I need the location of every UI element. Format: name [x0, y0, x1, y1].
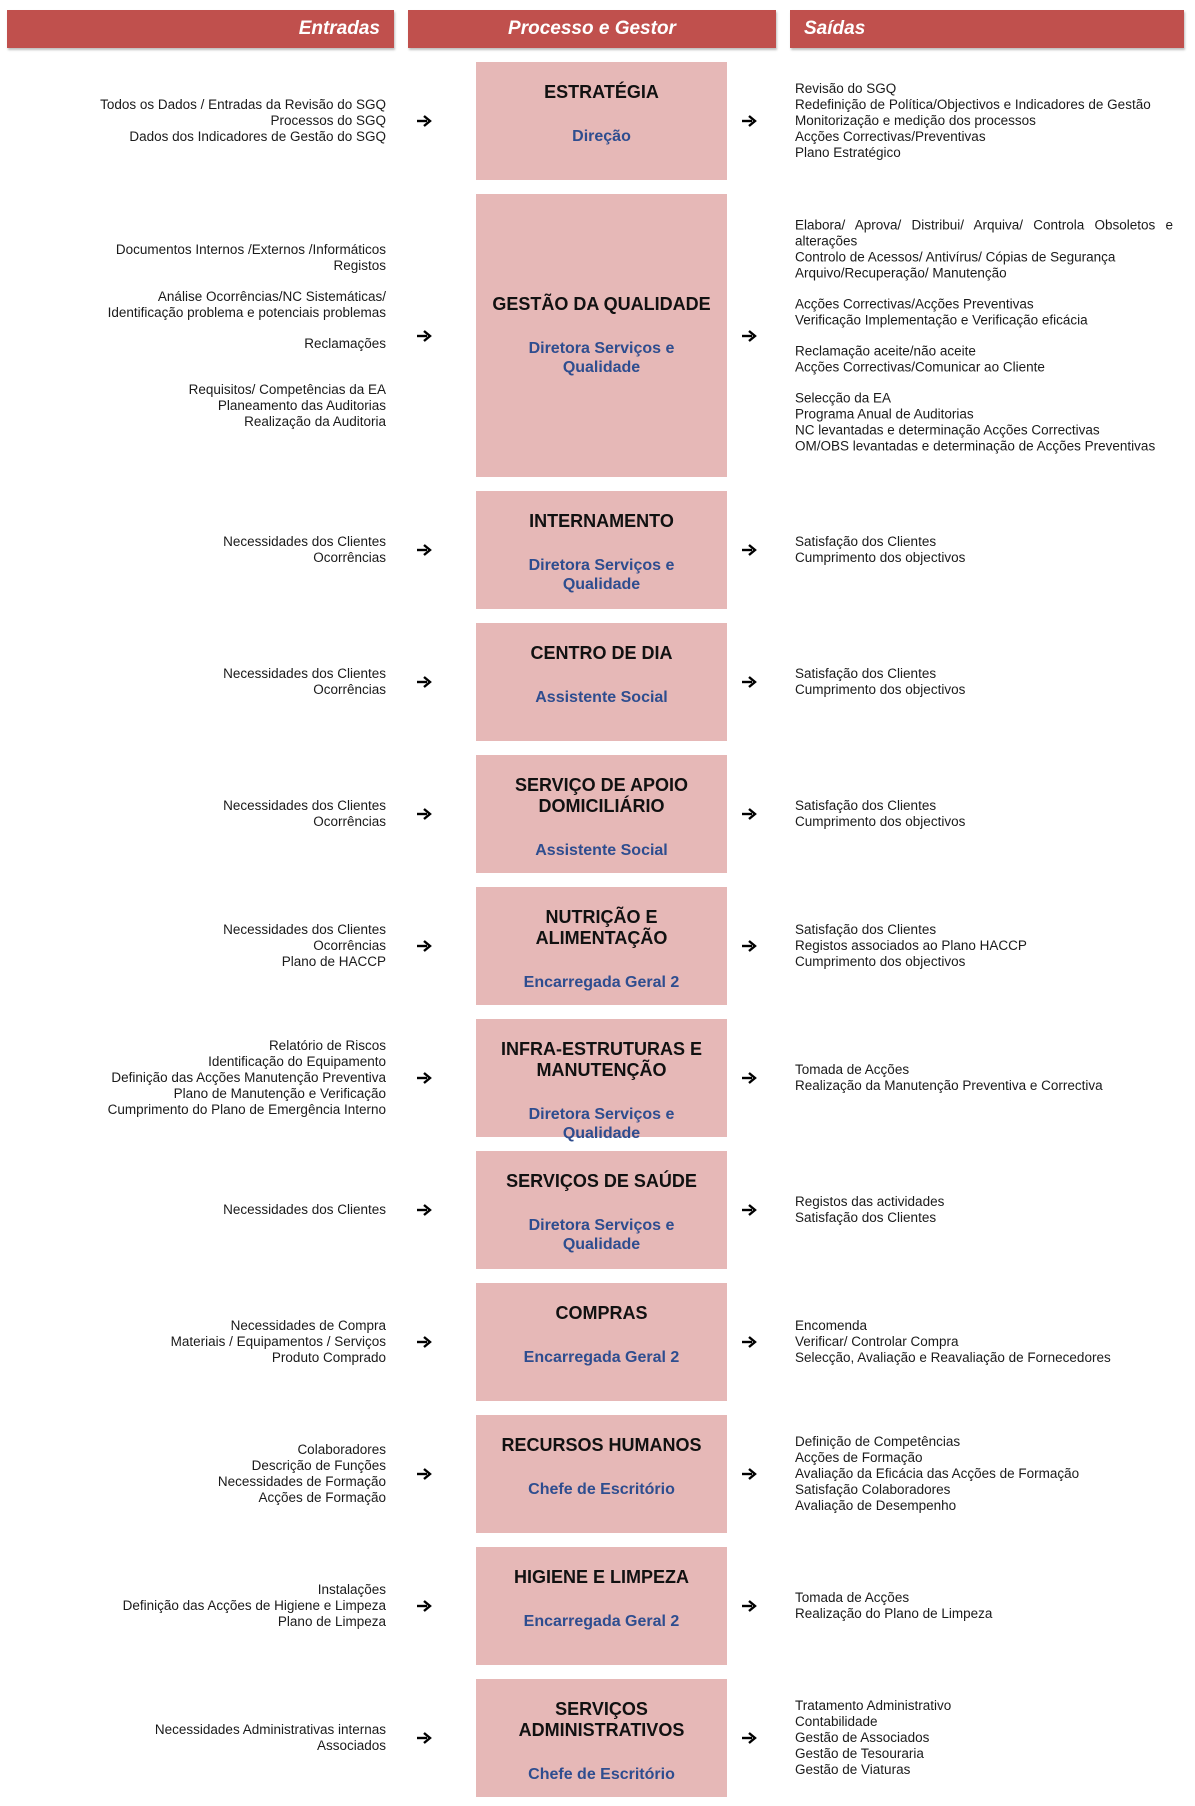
output-item: Reclamação aceite/não aceite — [795, 343, 976, 358]
process-row-saude — [0, 1151, 1195, 1269]
input-item: Necessidades dos Clientes — [223, 666, 386, 681]
process-title: SERVIÇO DE APOIO DOMICILIÁRIO — [514, 775, 689, 816]
arrow-right-icon — [741, 1335, 757, 1349]
output-item: Cumprimento dos objectivos — [795, 954, 966, 969]
input-item: Ocorrências — [313, 550, 386, 565]
output-item: Revisão do SGQ — [795, 81, 897, 96]
process-owner: Assistente Social — [535, 689, 668, 706]
arrow-right-icon — [416, 329, 432, 343]
process-row-estrategia — [0, 62, 1195, 180]
input-item: Identificação problema e potenciais problemas — [107, 304, 386, 320]
process-title: HIGIENE E LIMPEZA — [513, 1567, 690, 1587]
process-title: INFRA-ESTRUTURAS E MANUTENÇÃO — [501, 1039, 702, 1080]
arrow-right-icon — [416, 543, 432, 557]
output-item: Acções Correctivas/Preventivas — [795, 129, 986, 144]
input-item: Processos do SGQ — [270, 113, 386, 128]
input-item: Todos os Dados / Entradas da Revisão do SGQ — [100, 97, 386, 112]
input-item: Requisitos/ Competências da EA — [188, 381, 386, 397]
outputs-list — [795, 1434, 1173, 1514]
input-item: Associados — [316, 1738, 386, 1753]
inputs-list — [26, 1582, 386, 1630]
process-title: CENTRO DE DIA — [530, 643, 673, 663]
input-item: Ocorrências — [313, 682, 386, 697]
process-row-centro-dia — [0, 623, 1195, 741]
inputs-list — [26, 798, 386, 830]
input-item: Registos — [333, 257, 386, 273]
process-owner: Diretora Serviços e Qualidade — [528, 340, 675, 376]
output-item: Selecção, Avaliação e Reavaliação de Fornecedores — [795, 1350, 1111, 1365]
output-item: Definição de Competências — [795, 1434, 961, 1449]
process-owner: Diretora Serviços e Qualidade — [528, 1106, 675, 1142]
output-item: Arquivo/Recuperação/ Manutenção — [795, 265, 1007, 280]
input-item: Necessidades dos Clientes — [223, 798, 386, 813]
output-item: Satisfação dos Clientes — [795, 922, 937, 937]
input-item: Realização da Auditoria — [244, 413, 386, 429]
process-box — [476, 1283, 727, 1401]
input-item: Necessidades dos Clientes — [223, 922, 386, 937]
spacer — [26, 352, 386, 367]
process-title: INTERNAMENTO — [529, 511, 674, 531]
output-item: Acções Correctivas/Comunicar ao Cliente — [795, 359, 1045, 374]
outputs-list — [795, 1590, 1173, 1622]
spacer — [795, 281, 1173, 296]
outputs-list — [795, 1318, 1173, 1366]
input-item: Reclamações — [304, 335, 386, 351]
process-box — [476, 194, 727, 477]
spacer — [795, 375, 1173, 390]
arrow-right-icon — [416, 1203, 432, 1217]
arrow-right-icon — [741, 1467, 757, 1481]
process-box — [476, 1415, 727, 1533]
input-item: Relatório de Riscos — [268, 1038, 386, 1053]
process-owner: Assistente Social — [535, 842, 668, 859]
arrow-right-icon — [741, 1071, 757, 1085]
output-item: Cumprimento dos objectivos — [795, 682, 966, 697]
output-item: Gestão de Associados — [795, 1730, 930, 1745]
input-item: Ocorrências — [313, 938, 386, 953]
output-item: Plano Estratégico — [795, 145, 901, 160]
output-item: Programa Anual de Auditorias — [795, 406, 974, 421]
input-item: Plano de HACCP — [281, 954, 386, 969]
process-title: SERVIÇOS ADMINISTRATIVOS — [518, 1699, 685, 1740]
input-item: Produto Comprado — [271, 1350, 386, 1365]
output-item: Realização do Plano de Limpeza — [795, 1606, 993, 1621]
arrow-right-icon — [416, 1467, 432, 1481]
arrow-right-icon — [741, 329, 757, 343]
header-outputs: Saídas — [790, 10, 1184, 48]
outputs-list — [795, 666, 1173, 698]
process-row-servicos-administrativos — [0, 1679, 1195, 1797]
process-row-internamento — [0, 491, 1195, 609]
process-title: NUTRIÇÃO E ALIMENTAÇÃO — [535, 907, 668, 948]
output-item: Gestão de Viaturas — [795, 1762, 911, 1777]
outputs-list — [795, 217, 1173, 454]
spacer — [26, 321, 386, 336]
arrow-right-icon — [416, 1335, 432, 1349]
output-item: Cumprimento dos objectivos — [795, 550, 966, 565]
inputs-list — [26, 1722, 386, 1754]
output-item: Elabora/ Aprova/ Distribui/ Arquiva/ Controla Obsoletos e alterações — [795, 217, 1173, 248]
input-item: Definição das Acções Manutenção Preventiva — [111, 1070, 386, 1085]
output-item: Contabilidade — [795, 1714, 878, 1729]
inputs-list — [26, 666, 386, 698]
process-title: RECURSOS HUMANOS — [501, 1435, 702, 1455]
output-item: Registos das actividades — [795, 1194, 945, 1209]
arrow-right-icon — [741, 543, 757, 557]
arrow-right-icon — [741, 675, 757, 689]
process-row-apoio-domiciliario — [0, 755, 1195, 873]
input-item: Instalações — [317, 1582, 386, 1597]
output-item: Satisfação dos Clientes — [795, 666, 937, 681]
process-owner: Chefe de Escritório — [528, 1481, 675, 1498]
input-item: Materiais / Equipamentos / Serviços — [170, 1334, 386, 1349]
header-inputs: Entradas — [7, 10, 394, 48]
inputs-list — [26, 97, 386, 145]
arrow-right-icon — [741, 114, 757, 128]
input-item: Documentos Internos /Externos /Informáticos — [115, 241, 386, 257]
inputs-list — [26, 1318, 386, 1366]
header-process: Processo e Gestor — [408, 10, 776, 48]
process-title: SERVIÇOS DE SAÚDE — [506, 1171, 697, 1191]
outputs-list — [795, 798, 1173, 830]
process-box — [476, 1019, 727, 1142]
outputs-list — [795, 534, 1173, 566]
outputs-list — [795, 1062, 1173, 1094]
spacer — [795, 328, 1173, 343]
inputs-list — [26, 534, 386, 566]
input-item: Dados dos Indicadores de Gestão do SGQ — [129, 129, 386, 144]
process-box — [476, 1151, 727, 1269]
process-row-higiene-limpeza — [0, 1547, 1195, 1665]
arrow-right-icon — [416, 1599, 432, 1613]
output-item: Verificação Implementação e Verificação eficácia — [795, 312, 1088, 327]
arrow-right-icon — [741, 1203, 757, 1217]
arrow-right-icon — [741, 1599, 757, 1613]
input-item: Descrição de Funções — [251, 1458, 386, 1473]
input-item: Identificação do Equipamento — [208, 1054, 386, 1069]
process-row-compras — [0, 1283, 1195, 1401]
output-item: Redefinição de Política/Objectivos e Indicadores de Gestão — [795, 97, 1151, 112]
output-item: Tomada de Acções — [795, 1590, 910, 1605]
output-item: Cumprimento dos objectivos — [795, 814, 966, 829]
input-item: Acções de Formação — [258, 1490, 386, 1505]
process-box — [476, 623, 727, 741]
process-box — [476, 887, 727, 1005]
input-item: Análise Ocorrências/NC Sistemáticas/ — [157, 288, 386, 304]
input-item: Planeamento das Auditorias — [217, 397, 386, 413]
process-title: COMPRAS — [555, 1303, 648, 1323]
input-item: Colaboradores — [297, 1442, 386, 1457]
output-item: Verificar/ Controlar Compra — [795, 1334, 959, 1349]
process-title: ESTRATÉGIA — [544, 82, 659, 102]
inputs-list — [26, 1202, 386, 1218]
arrow-right-icon — [741, 939, 757, 953]
process-owner: Encarregada Geral 2 — [523, 1613, 680, 1630]
arrow-right-icon — [416, 675, 432, 689]
process-row-infraestruturas — [0, 1019, 1195, 1142]
outputs-list — [795, 1194, 1173, 1226]
inputs-list — [26, 242, 386, 430]
spacer — [26, 367, 386, 382]
arrow-right-icon — [416, 114, 432, 128]
process-title: GESTÃO DA QUALIDADE — [492, 294, 711, 314]
process-row-recursos-humanos — [0, 1415, 1195, 1533]
output-item: Selecção da EA — [795, 390, 892, 405]
outputs-list — [795, 81, 1173, 161]
input-item: Cumprimento do Plano de Emergência Interno — [107, 1102, 386, 1117]
output-item: Tratamento Administrativo — [795, 1698, 952, 1713]
output-item: Tomada de Acções — [795, 1062, 910, 1077]
input-item: Necessidades de Formação — [217, 1474, 386, 1489]
process-box — [476, 1547, 727, 1665]
input-item: Necessidades Administrativas internas — [154, 1722, 386, 1737]
process-owner: Diretora Serviços e Qualidade — [528, 1217, 675, 1253]
input-item: Ocorrências — [313, 814, 386, 829]
output-item: Avaliação de Desempenho — [795, 1498, 957, 1513]
inputs-list — [26, 922, 386, 970]
process-box — [476, 1679, 727, 1797]
inputs-list — [26, 1442, 386, 1506]
output-item: Acções Correctivas/Acções Preventivas — [795, 296, 1034, 311]
arrow-right-icon — [741, 807, 757, 821]
input-item: Necessidades dos Clientes — [223, 534, 386, 549]
process-owner: Direção — [572, 128, 631, 145]
process-owner: Diretora Serviços e Qualidade — [528, 557, 675, 593]
output-item: Satisfação dos Clientes — [795, 1210, 937, 1225]
process-row-gestao-qualidade — [0, 194, 1195, 477]
output-item: Realização da Manutenção Preventiva e Correctiva — [795, 1078, 1103, 1093]
process-owner: Chefe de Escritório — [528, 1766, 675, 1783]
input-item: Necessidades dos Clientes — [223, 1202, 386, 1217]
process-row-nutricao — [0, 887, 1195, 1005]
arrow-right-icon — [416, 1071, 432, 1085]
inputs-list — [26, 1038, 386, 1118]
process-box — [476, 62, 727, 180]
arrow-right-icon — [416, 807, 432, 821]
process-owner: Encarregada Geral 2 — [523, 1349, 680, 1366]
output-item: Satisfação dos Clientes — [795, 534, 937, 549]
arrow-right-icon — [741, 1731, 757, 1745]
spacer — [26, 274, 386, 289]
arrow-right-icon — [416, 939, 432, 953]
arrow-right-icon — [416, 1731, 432, 1745]
outputs-list — [795, 1698, 1173, 1778]
output-item: OM/OBS levantadas e determinação de Acções Preventivas — [795, 438, 1156, 453]
output-item: NC levantadas e determinação Acções Correctivas — [795, 422, 1100, 437]
input-item: Necessidades de Compra — [230, 1318, 386, 1333]
outputs-list — [795, 922, 1173, 970]
output-item: Acções de Formação — [795, 1450, 923, 1465]
input-item: Plano de Limpeza — [277, 1614, 386, 1629]
input-item: Definição das Acções de Higiene e Limpeza — [122, 1598, 386, 1613]
process-owner: Encarregada Geral 2 — [523, 974, 680, 991]
output-item: Gestão de Tesouraria — [795, 1746, 924, 1761]
output-item: Registos associados ao Plano HACCP — [795, 938, 1027, 953]
output-item: Satisfação dos Clientes — [795, 798, 937, 813]
output-item: Avaliação da Eficácia das Acções de Formação — [795, 1466, 1080, 1481]
process-box — [476, 755, 727, 873]
output-item: Satisfação Colaboradores — [795, 1482, 951, 1497]
input-item: Plano de Manutenção e Verificação — [173, 1086, 386, 1101]
output-item: Encomenda — [795, 1318, 868, 1333]
output-item: Controlo de Acessos/ Antivírus/ Cópias de Segurança — [795, 249, 1116, 264]
output-item: Monitorização e medição dos processos — [795, 113, 1036, 128]
process-box — [476, 491, 727, 609]
